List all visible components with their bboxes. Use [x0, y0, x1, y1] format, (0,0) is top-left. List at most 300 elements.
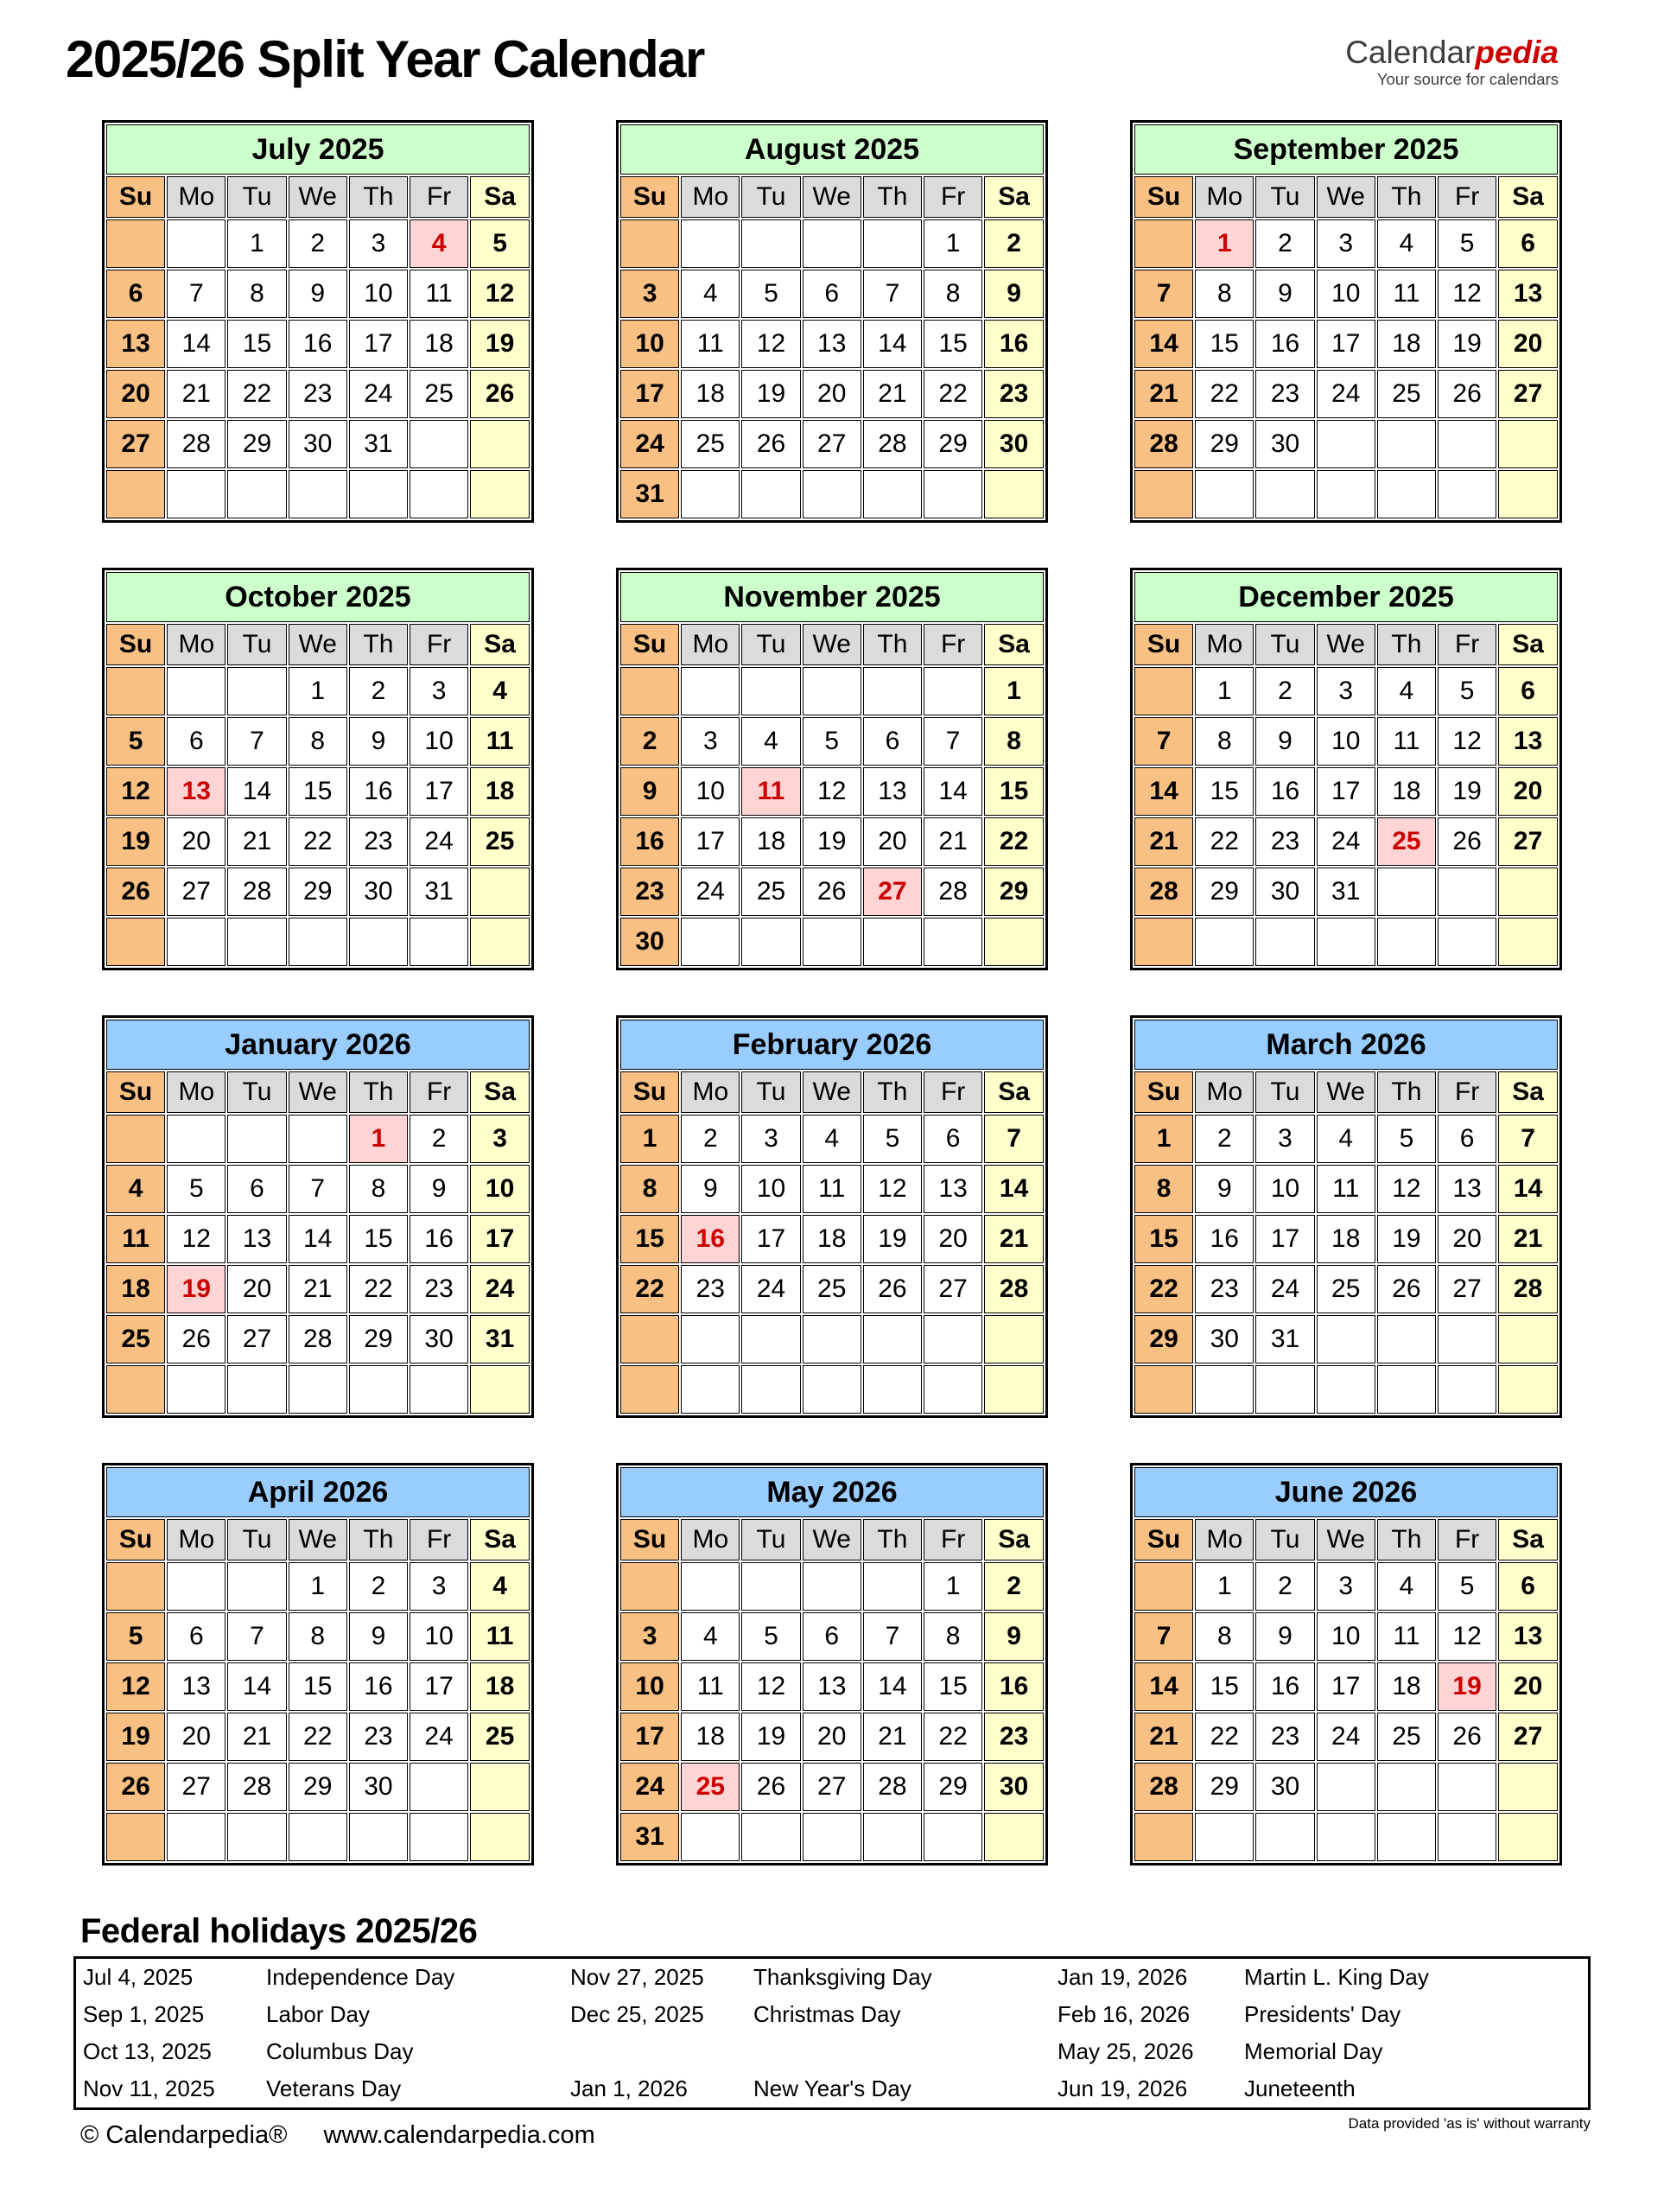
- day-header: Sa: [470, 1519, 530, 1560]
- date-cell: [681, 470, 740, 518]
- week-row: [620, 1315, 1044, 1363]
- date-cell: [1438, 1813, 1496, 1861]
- date-cell: [410, 1813, 468, 1861]
- week-row: [106, 1662, 530, 1711]
- day-header: Th: [349, 624, 408, 665]
- week-row: [1134, 320, 1558, 368]
- date-cell: [803, 918, 861, 966]
- date-cell: 6: [167, 1612, 225, 1661]
- date-cell: 14: [924, 767, 982, 816]
- date-cell: 26: [741, 1763, 800, 1811]
- date-cell: 14: [863, 320, 922, 368]
- date-cell: 28: [863, 1763, 922, 1811]
- date-cell: [1255, 918, 1314, 966]
- day-header: Mo: [1195, 176, 1254, 218]
- date-cell: 16: [349, 1662, 408, 1711]
- day-header: Mo: [1195, 1519, 1254, 1560]
- week-row: [1134, 270, 1558, 318]
- date-cell: [863, 1562, 922, 1611]
- date-cell: 8: [924, 270, 982, 318]
- date-cell: 28: [227, 868, 286, 916]
- day-header: Fr: [924, 624, 982, 665]
- date-cell: [470, 1365, 530, 1414]
- day-header: Mo: [681, 624, 740, 665]
- date-cell: 10: [410, 1612, 468, 1661]
- date-cell: 7: [863, 270, 922, 318]
- week-row: [1134, 918, 1558, 966]
- date-cell: 12: [1438, 270, 1496, 318]
- date-cell: 1: [1195, 1562, 1254, 1611]
- week-row: [106, 817, 530, 866]
- day-header: Tu: [227, 624, 286, 665]
- holiday-name: Thanksgiving Day: [753, 1964, 932, 1990]
- date-cell: 9: [410, 1165, 468, 1213]
- date-cell: 15: [924, 1662, 982, 1711]
- date-cell: [924, 667, 982, 715]
- day-header: Tu: [227, 176, 286, 218]
- date-cell: 15: [1195, 320, 1254, 368]
- date-cell: 20: [106, 370, 165, 418]
- day-header: Mo: [167, 176, 225, 218]
- date-cell: 28: [1498, 1265, 1558, 1313]
- date-cell: [227, 667, 286, 715]
- week-row: [620, 1365, 1044, 1414]
- date-cell: 4: [470, 1562, 530, 1611]
- calendarpedia-logo: [1345, 36, 1559, 87]
- day-header: Su: [1134, 1071, 1193, 1113]
- date-cell: 16: [984, 320, 1044, 368]
- date-cell: 15: [924, 320, 982, 368]
- holiday-name: Juneteenth: [1244, 2075, 1356, 2101]
- date-cell: 18: [470, 1662, 530, 1711]
- date-cell: [1195, 1365, 1254, 1414]
- month-may-2026: [616, 1463, 1048, 1866]
- day-header: Th: [1377, 1071, 1436, 1113]
- date-cell: 27: [803, 420, 861, 468]
- date-cell: 16: [1255, 767, 1314, 816]
- date-cell: 7: [1134, 717, 1193, 766]
- day-header: We: [803, 176, 861, 218]
- month-title: March 2026: [1134, 1020, 1558, 1070]
- logo-brand-prefix: Calendar: [1345, 35, 1476, 70]
- date-cell: [349, 1813, 408, 1861]
- date-cell: 4: [1377, 667, 1436, 715]
- date-cell: 11: [106, 1215, 165, 1263]
- day-header: We: [289, 176, 347, 218]
- logo-brand-suffix: pedia: [1475, 35, 1559, 70]
- day-header: Fr: [1438, 1071, 1496, 1113]
- date-cell: [106, 1115, 165, 1163]
- date-cell: [681, 1315, 740, 1363]
- date-cell: 12: [1377, 1165, 1436, 1213]
- date-cell: [924, 1365, 982, 1414]
- day-header: Sa: [470, 624, 530, 665]
- date-cell: [803, 1813, 861, 1861]
- week-row: [1134, 1165, 1558, 1213]
- day-header: Sa: [470, 176, 530, 218]
- date-cell: 14: [1134, 320, 1193, 368]
- date-cell: 22: [1195, 817, 1254, 866]
- date-cell: 22: [984, 817, 1044, 866]
- date-cell: [741, 1315, 800, 1363]
- week-row: [620, 1813, 1044, 1861]
- date-cell: 7: [924, 717, 982, 766]
- date-cell: 2: [1255, 219, 1314, 268]
- date-cell: 23: [984, 370, 1044, 418]
- date-cell: 11: [470, 1612, 530, 1661]
- date-cell: 13: [803, 1662, 861, 1711]
- date-cell: [741, 1365, 800, 1414]
- date-cell: [106, 1365, 165, 1414]
- date-cell: 9: [984, 1612, 1044, 1661]
- date-cell: 13: [863, 767, 922, 816]
- disclaimer-text: Data provided 'as is' without warranty: [1348, 2115, 1591, 2132]
- date-cell: 6: [1498, 667, 1558, 715]
- date-cell: 27: [106, 420, 165, 468]
- week-row: [620, 1115, 1044, 1163]
- page-title: 2025/26 Split Year Calendar: [66, 30, 704, 88]
- date-cell: [1377, 868, 1436, 916]
- date-cell: [349, 470, 408, 518]
- date-cell: [1498, 420, 1558, 468]
- date-cell: 4: [1317, 1115, 1375, 1163]
- date-cell: 24: [681, 868, 740, 916]
- day-header: Fr: [410, 624, 468, 665]
- day-header: Fr: [410, 1519, 468, 1560]
- date-cell: 24: [470, 1265, 530, 1313]
- date-cell: 5: [167, 1165, 225, 1213]
- date-cell: 5: [106, 1612, 165, 1661]
- day-header: Su: [620, 1071, 679, 1113]
- week-row: [1134, 1763, 1558, 1811]
- date-cell: 20: [803, 1713, 861, 1761]
- month-title: December 2025: [1134, 572, 1558, 622]
- day-header: We: [289, 624, 347, 665]
- month-july-2025: [102, 120, 534, 523]
- week-row: [620, 767, 1044, 816]
- date-cell: [1255, 1813, 1314, 1861]
- date-cell: 15: [620, 1215, 679, 1263]
- holiday-name: [753, 2033, 1057, 2070]
- date-cell: [227, 1365, 286, 1414]
- week-row: [106, 767, 530, 816]
- date-cell: [1377, 420, 1436, 468]
- day-header: Th: [1377, 176, 1436, 218]
- week-row: [620, 270, 1044, 318]
- date-cell: 24: [410, 1713, 468, 1761]
- date-cell: 3: [1317, 1562, 1375, 1611]
- date-cell: 10: [620, 320, 679, 368]
- date-cell: 21: [227, 817, 286, 866]
- date-cell: [1438, 1315, 1496, 1363]
- date-cell: 4: [1377, 219, 1436, 268]
- date-cell: 12: [803, 767, 861, 816]
- month-title: September 2025: [1134, 124, 1558, 175]
- month-october-2025: [102, 568, 534, 970]
- date-cell: 3: [1317, 667, 1375, 715]
- date-cell: 24: [620, 420, 679, 468]
- month-title: July 2025: [106, 124, 530, 175]
- date-cell: 19: [1438, 320, 1496, 368]
- date-cell: 8: [227, 270, 286, 318]
- date-cell: 20: [1438, 1215, 1496, 1263]
- month-august-2025: [616, 120, 1048, 523]
- date-cell: 15: [289, 1662, 347, 1711]
- date-cell: 24: [1255, 1265, 1314, 1313]
- date-cell: 1: [349, 1115, 408, 1163]
- date-cell: [620, 1365, 679, 1414]
- months-grid: [0, 120, 1664, 1866]
- federal-holidays-section: [73, 1912, 1591, 2150]
- date-cell: 9: [289, 270, 347, 318]
- date-cell: 16: [984, 1662, 1044, 1711]
- date-cell: [106, 470, 165, 518]
- holiday-date: Nov 11, 2025: [83, 2075, 215, 2101]
- day-header: Th: [863, 176, 922, 218]
- holiday-date: Feb 16, 2026: [1057, 2001, 1191, 2027]
- date-cell: 29: [289, 1763, 347, 1811]
- date-cell: 23: [289, 370, 347, 418]
- date-cell: 30: [1255, 868, 1314, 916]
- day-header: Mo: [1195, 624, 1254, 665]
- date-cell: [1317, 1365, 1375, 1414]
- date-cell: 5: [803, 717, 861, 766]
- date-cell: 13: [1438, 1165, 1496, 1213]
- date-cell: [1377, 470, 1436, 518]
- date-cell: 8: [289, 717, 347, 766]
- date-cell: 17: [681, 817, 740, 866]
- date-cell: 6: [167, 717, 225, 766]
- date-cell: 21: [863, 1713, 922, 1761]
- date-cell: 31: [1317, 868, 1375, 916]
- month-november-2025: [616, 568, 1048, 970]
- date-cell: 9: [349, 1612, 408, 1661]
- date-cell: [984, 1315, 1044, 1363]
- holiday-date: [570, 2033, 753, 2070]
- date-cell: 25: [470, 817, 530, 866]
- date-cell: 31: [620, 1813, 679, 1861]
- date-cell: [803, 1365, 861, 1414]
- day-header: Fr: [410, 176, 468, 218]
- date-cell: 15: [1195, 1662, 1254, 1711]
- date-cell: [1134, 918, 1193, 966]
- date-cell: 26: [803, 868, 861, 916]
- date-cell: 28: [863, 420, 922, 468]
- date-cell: 24: [620, 1763, 679, 1811]
- date-cell: [106, 1562, 165, 1611]
- date-cell: 27: [1438, 1265, 1496, 1313]
- month-title: February 2026: [620, 1020, 1044, 1070]
- week-row: [620, 420, 1044, 468]
- week-row: [1134, 1612, 1558, 1661]
- date-cell: [410, 1763, 468, 1811]
- date-cell: 12: [1438, 717, 1496, 766]
- date-cell: [1195, 470, 1254, 518]
- date-cell: 27: [1498, 370, 1558, 418]
- week-row: [106, 1713, 530, 1761]
- week-row: [1134, 470, 1558, 518]
- date-cell: 23: [349, 817, 408, 866]
- date-cell: 27: [167, 1763, 225, 1811]
- date-cell: 18: [681, 370, 740, 418]
- federal-holidays-table: [73, 1956, 1591, 2110]
- day-header: Sa: [984, 176, 1044, 218]
- date-cell: 12: [741, 1662, 800, 1711]
- date-cell: 2: [681, 1115, 740, 1163]
- date-cell: 15: [1195, 767, 1254, 816]
- date-cell: 20: [803, 370, 861, 418]
- date-cell: 15: [984, 767, 1044, 816]
- date-cell: 25: [681, 1763, 740, 1811]
- date-cell: 24: [1317, 1713, 1375, 1761]
- week-row: [620, 817, 1044, 866]
- date-cell: 4: [803, 1115, 861, 1163]
- copyright-line: [80, 2121, 595, 2150]
- date-cell: 6: [1498, 1562, 1558, 1611]
- date-cell: 29: [227, 420, 286, 468]
- day-header: Fr: [924, 176, 982, 218]
- date-cell: 17: [349, 320, 408, 368]
- date-cell: 30: [349, 1763, 408, 1811]
- date-cell: [289, 1115, 347, 1163]
- date-cell: 15: [227, 320, 286, 368]
- date-cell: 10: [470, 1165, 530, 1213]
- date-cell: [681, 1562, 740, 1611]
- date-cell: 6: [227, 1165, 286, 1213]
- holiday-name: Independence Day: [266, 1964, 455, 1990]
- date-cell: [1195, 1813, 1254, 1861]
- date-cell: 7: [289, 1165, 347, 1213]
- date-cell: 6: [106, 270, 165, 318]
- week-row: [1134, 868, 1558, 916]
- date-cell: 27: [1498, 817, 1558, 866]
- day-header: We: [803, 1071, 861, 1113]
- month-february-2026: [616, 1015, 1048, 1418]
- date-cell: 19: [1438, 767, 1496, 816]
- date-cell: 23: [1255, 370, 1314, 418]
- date-cell: 2: [289, 219, 347, 268]
- date-cell: 18: [106, 1265, 165, 1313]
- date-cell: 30: [984, 1763, 1044, 1811]
- date-cell: 1: [924, 1562, 982, 1611]
- date-cell: 3: [1255, 1115, 1314, 1163]
- date-cell: [1438, 470, 1496, 518]
- date-cell: 7: [1134, 270, 1193, 318]
- date-cell: 3: [410, 1562, 468, 1611]
- date-cell: 15: [289, 767, 347, 816]
- date-cell: 7: [227, 1612, 286, 1661]
- date-cell: 1: [1195, 219, 1254, 268]
- date-cell: [1134, 1562, 1193, 1611]
- date-cell: 1: [924, 219, 982, 268]
- date-cell: 2: [349, 667, 408, 715]
- date-cell: 8: [924, 1612, 982, 1661]
- date-cell: 24: [1317, 817, 1375, 866]
- date-cell: 20: [227, 1265, 286, 1313]
- date-cell: 19: [863, 1215, 922, 1263]
- day-header: Th: [863, 1519, 922, 1560]
- date-cell: 17: [410, 1662, 468, 1711]
- week-row: [620, 1662, 1044, 1711]
- date-cell: 25: [1377, 1713, 1436, 1761]
- date-cell: 3: [741, 1115, 800, 1163]
- website-link[interactable]: www.calendarpedia.com: [323, 2121, 595, 2149]
- date-cell: 30: [410, 1315, 468, 1363]
- date-cell: 4: [410, 219, 468, 268]
- day-header: Fr: [924, 1519, 982, 1560]
- date-cell: 28: [1134, 868, 1193, 916]
- copyright-text: © Calendarpedia®: [80, 2121, 288, 2149]
- week-row: [106, 1165, 530, 1213]
- date-cell: 7: [863, 1612, 922, 1661]
- date-cell: 11: [410, 270, 468, 318]
- date-cell: 18: [1377, 1662, 1436, 1711]
- week-row: [620, 370, 1044, 418]
- date-cell: [167, 667, 225, 715]
- date-cell: [803, 470, 861, 518]
- date-cell: 3: [620, 1612, 679, 1661]
- date-cell: [863, 470, 922, 518]
- holiday-date: Sep 1, 2025: [83, 2001, 205, 2027]
- week-row: [106, 370, 530, 418]
- day-header: Tu: [1255, 1071, 1314, 1113]
- date-cell: 13: [167, 1662, 225, 1711]
- day-header: Su: [1134, 624, 1193, 665]
- date-cell: [1134, 470, 1193, 518]
- date-cell: [106, 667, 165, 715]
- date-cell: [681, 667, 740, 715]
- date-cell: 17: [470, 1215, 530, 1263]
- week-row: [106, 918, 530, 966]
- date-cell: 11: [681, 320, 740, 368]
- date-cell: 10: [620, 1662, 679, 1711]
- day-header: Th: [349, 1071, 408, 1113]
- date-cell: 30: [1195, 1315, 1254, 1363]
- date-cell: [106, 219, 165, 268]
- date-cell: [681, 918, 740, 966]
- date-cell: [470, 1763, 530, 1811]
- date-cell: 21: [924, 817, 982, 866]
- date-cell: 2: [620, 717, 679, 766]
- date-cell: [1377, 1315, 1436, 1363]
- date-cell: 11: [470, 717, 530, 766]
- date-cell: [1195, 918, 1254, 966]
- date-cell: [924, 1813, 982, 1861]
- day-header: Mo: [681, 1071, 740, 1113]
- date-cell: 6: [803, 270, 861, 318]
- date-cell: [1134, 667, 1193, 715]
- date-cell: 14: [227, 767, 286, 816]
- date-cell: [410, 918, 468, 966]
- date-cell: 21: [1498, 1215, 1558, 1263]
- date-cell: [803, 1562, 861, 1611]
- date-cell: [681, 219, 740, 268]
- date-cell: 31: [620, 470, 679, 518]
- date-cell: [1438, 1365, 1496, 1414]
- date-cell: 18: [410, 320, 468, 368]
- date-cell: 30: [1255, 1763, 1314, 1811]
- week-row: [1134, 1215, 1558, 1263]
- month-march-2026: [1130, 1015, 1562, 1418]
- date-cell: [1377, 1763, 1436, 1811]
- week-row: [1134, 1265, 1558, 1313]
- date-cell: 28: [289, 1315, 347, 1363]
- date-cell: 25: [410, 370, 468, 418]
- date-cell: 12: [106, 1662, 165, 1711]
- week-row: [1134, 767, 1558, 816]
- week-row: [620, 1763, 1044, 1811]
- date-cell: 10: [410, 717, 468, 766]
